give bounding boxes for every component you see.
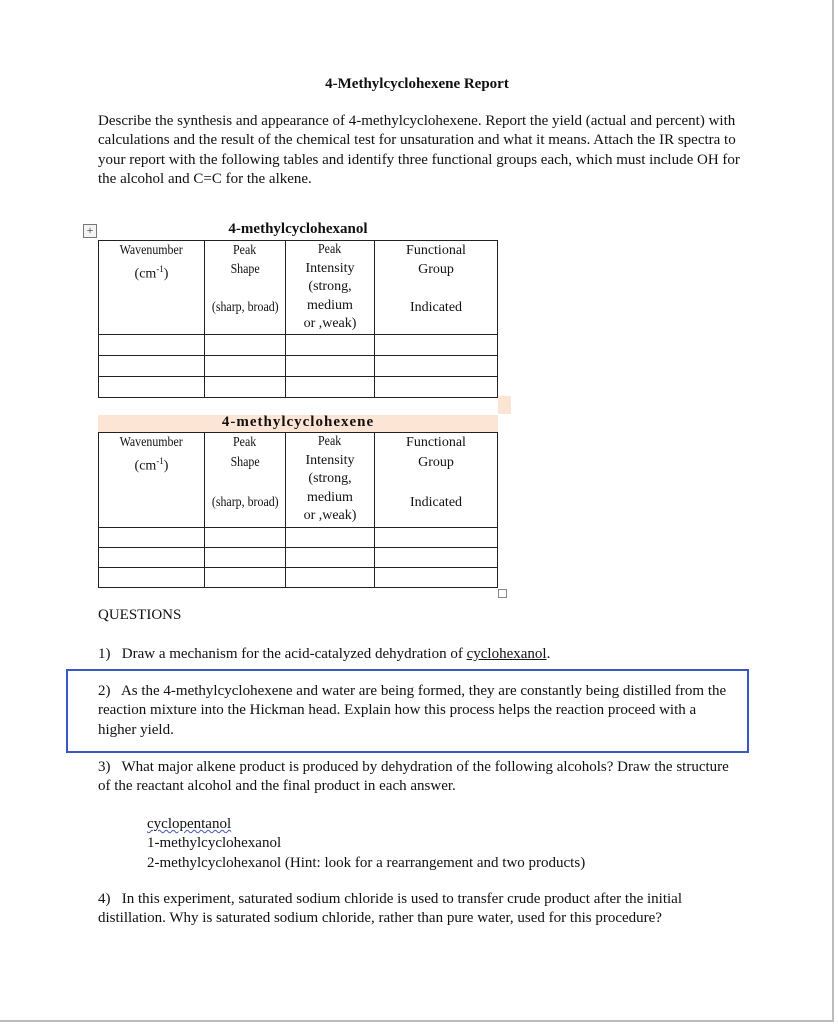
table-cell[interactable] (99, 334, 205, 355)
question-1 (98, 645, 748, 664)
header-text: Peak (318, 434, 342, 449)
alcohol-list (147, 815, 585, 873)
table-cell[interactable] (375, 334, 498, 355)
question-number: 1) (98, 646, 111, 662)
header-text: Group (418, 455, 454, 470)
table-resize-handle[interactable] (498, 589, 507, 598)
header-text: Shape (230, 455, 260, 470)
header-text: ) (163, 458, 169, 474)
header-text: (sharp, broad) (211, 300, 279, 315)
table-cell[interactable] (375, 355, 498, 376)
header-text: Wavenumber (119, 243, 184, 258)
header-text: (cm (134, 458, 157, 474)
question-text: . (546, 646, 551, 662)
header-text: Indicated (409, 495, 463, 510)
header-peak-intensity (286, 433, 375, 528)
table-cell[interactable] (205, 355, 286, 376)
header-text: Indicated (409, 300, 463, 315)
header-text: Functional (406, 243, 466, 258)
header-text: Peak (318, 242, 342, 257)
header-text: (sharp, broad) (211, 495, 279, 510)
header-text: medium (307, 489, 353, 505)
header-text: Intensity (305, 452, 355, 468)
table-cell[interactable] (99, 568, 205, 588)
question-text: As the 4-methylcyclohexene and water are being formed, they are constantly being distilled from the reaction mixture into the Hickman head. Explain how this process helps the reaction proceed with a higher yield. (98, 683, 727, 738)
question-text: What major alkene product is produced by dehydration of the following alcohols? Draw the structure of the reactant alcohol and the final product in each answer. (98, 759, 729, 795)
header-text: -1 (156, 264, 164, 274)
header-text: (strong, (308, 471, 352, 486)
ir-table-alkene (98, 432, 498, 588)
table-cell[interactable] (375, 568, 498, 588)
header-text: Functional (406, 435, 466, 450)
header-wavenumber (99, 241, 205, 335)
header-text: Wavenumber (119, 435, 184, 450)
page-title: 4-Methylcyclohexene Report (325, 76, 509, 92)
table-cell[interactable] (205, 568, 286, 588)
selection-highlight (498, 396, 511, 414)
header-text: -1 (156, 456, 164, 466)
header-text: (strong, (308, 279, 352, 294)
table-row (99, 568, 498, 588)
header-text: Intensity (305, 260, 355, 276)
header-text: or ,weak) (303, 316, 357, 331)
cyclohexanol-link[interactable]: cyclohexanol (466, 646, 547, 662)
table-cell[interactable] (205, 528, 286, 548)
header-text: or ,weak) (303, 508, 357, 523)
table-row (99, 376, 498, 397)
header-text: Peak (233, 243, 257, 258)
table-row (99, 528, 498, 548)
table-cell[interactable] (99, 376, 205, 397)
header-wavenumber (99, 433, 205, 528)
table-cell[interactable] (205, 376, 286, 397)
header-peak-intensity (286, 241, 375, 335)
table-cell[interactable] (375, 528, 498, 548)
table-cell[interactable] (286, 376, 375, 397)
question-number: 4) (98, 891, 111, 907)
question-2 (98, 682, 738, 740)
alcohol-item: cyclopentanol (147, 816, 232, 832)
table-cell[interactable] (375, 376, 498, 397)
alcohol-item: 1-methylcyclohexanol (147, 835, 282, 852)
table-cell[interactable] (99, 528, 205, 548)
question-text: Draw a mechanism for the acid-catalyzed dehydration of (121, 646, 467, 662)
header-functional-group (375, 433, 498, 528)
table-cell[interactable] (375, 548, 498, 568)
header-peak-shape (205, 433, 286, 528)
header-text: ) (163, 266, 169, 282)
header-text: medium (307, 297, 353, 313)
ir-table-alcohol (98, 240, 498, 398)
table-cell[interactable] (286, 334, 375, 355)
header-peak-shape (205, 241, 286, 335)
table-row (99, 548, 498, 568)
table-title-alkene: 4-methylcyclohexene (221, 414, 375, 430)
question-number: 3) (98, 759, 111, 775)
header-text: Peak (233, 435, 257, 450)
table-cell[interactable] (205, 548, 286, 568)
table-cell[interactable] (286, 355, 375, 376)
question-4 (98, 890, 738, 929)
question-text: In this experiment, saturated sodium chloride is used to transfer crude product after the initial distillation. Why is saturated sodium chloride, rather than pure water, used for this procedure? (98, 891, 682, 927)
question-number: 2) (98, 683, 111, 699)
table-move-handle-icon[interactable]: + (83, 224, 97, 238)
header-text: Shape (230, 262, 260, 277)
header-text: Group (418, 262, 454, 277)
table-cell[interactable] (205, 334, 286, 355)
intro-paragraph: Describe the synthesis and appearance of 4-methylcyclohexene. Report the yield (actual and percent) with calculations and the result of the chemical test for unsaturation and what it means. Attach the IR spectra to your report with the following tables and identify three functional groups each, which must include OH for the alcohol and C=C for the alkene. (98, 113, 740, 187)
table-cell[interactable] (286, 548, 375, 568)
question-3 (98, 758, 738, 797)
table-cell[interactable] (99, 548, 205, 568)
header-functional-group (375, 241, 498, 335)
table-row (99, 355, 498, 376)
table-cell[interactable] (99, 355, 205, 376)
table-cell[interactable] (286, 568, 375, 588)
questions-heading: QUESTIONS (98, 607, 182, 623)
table-row (99, 334, 498, 355)
header-text: (cm (134, 266, 157, 282)
alcohol-item: 2-methylcyclohexanol (Hint: look for a rearrangement and two products) (147, 854, 586, 871)
table-cell[interactable] (286, 528, 375, 548)
table-title-alcohol: 4-methylcyclohexanol (228, 221, 368, 237)
